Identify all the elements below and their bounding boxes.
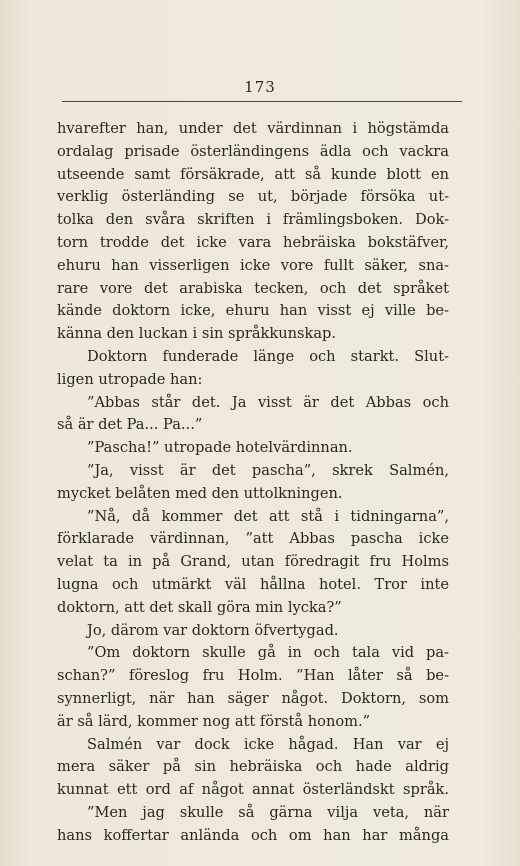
text-line: ”Abbas står det. Ja visst är det Abbas och	[87, 393, 449, 411]
text-line: är så lärd, kommer nog att förstå honom.”	[57, 712, 371, 730]
text-line: ehuru han visserligen icke vore fullt säker, sna-	[57, 256, 449, 274]
text-line: rare vore det arabiska tecken, och det språket	[57, 279, 449, 297]
text-line: doktorn, att det skall göra min lycka?”	[57, 598, 342, 616]
text-line: schan?” föreslog fru Holm. ”Han låter så be-	[57, 667, 449, 685]
text-line: mera säker på sin hebräiska och hade aldrig	[57, 758, 449, 776]
text-line: så är det Pa... Pa...”	[57, 416, 203, 434]
text-line: hvarefter han, under det värdinnan i högstämda	[57, 120, 449, 137]
text-line: ”Men jag skulle så gärna vilja veta, när	[87, 803, 449, 821]
text-line: utseende samt försäkrade, att så kunde blott en	[57, 165, 449, 183]
text-line: ”Pascha!” utropade hotelvärdinnan.	[87, 439, 353, 457]
page-number: 173	[244, 78, 276, 96]
text-line: Doktorn funderade länge och starkt. Slut-	[87, 347, 449, 365]
text-line: tolka den svåra skriften i främlingsboken. Dok-	[57, 211, 449, 229]
text-line: Salmén var dock icke hågad. Han var ej	[87, 735, 449, 753]
body-text	[57, 118, 449, 848]
text-line: kände doktorn icke, ehuru han visst ej ville be-	[57, 302, 449, 320]
text-line: Jo, därom var doktorn öfvertygad.	[87, 621, 339, 639]
text-line: ”Nå, då kommer det att stå i tidningarna”,	[87, 507, 449, 525]
text-line: synnerligt, när han säger något. Doktorn, som	[57, 689, 449, 707]
header-rule	[62, 101, 462, 102]
text-line: ordalag prisade österländingens ädla och vackra	[57, 142, 449, 160]
text-line: mycket belåten med den uttolkningen.	[57, 484, 343, 502]
text-line: ”Om doktorn skulle gå in och tala vid pa-	[87, 644, 449, 662]
text-line: verklig österländing se ut, började försöka ut-	[57, 188, 449, 206]
text-line: förklarade värdinnan, ”att Abbas pascha icke	[57, 530, 449, 548]
text-line: torn trodde det icke vara hebräiska bokstäfver,	[57, 233, 449, 251]
text-line: lugna och utmärkt väl hållna hotel. Tror inte	[57, 575, 449, 593]
text-line: velat ta in på Grand, utan föredragit fru Holms	[57, 553, 449, 571]
text-line: hans koffertar anlända och om han har många	[57, 826, 449, 844]
text-line: känna den luckan i sin språkkunskap.	[57, 325, 337, 343]
text-line: ”Ja, visst är det pascha”, skrek Salmén,	[87, 461, 449, 479]
text-line: kunnat ett ord af något annat österländskt språk.	[57, 781, 449, 799]
text-line: ligen utropade han:	[57, 370, 203, 388]
